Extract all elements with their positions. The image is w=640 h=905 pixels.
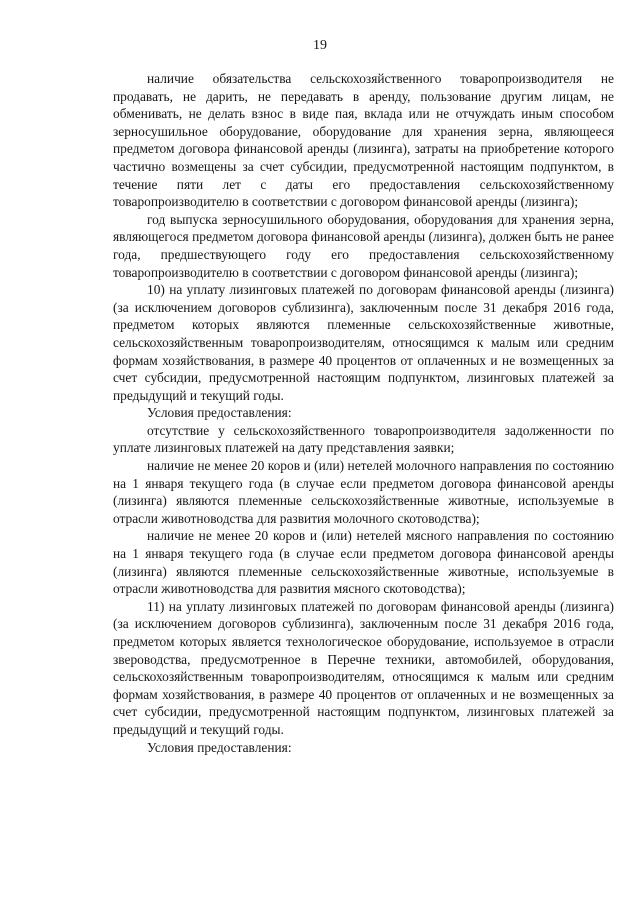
paragraph-dairy-cattle-condition: наличие не менее 20 коров и (или) нетелей молочного направления по состоянию на 1 января текущего года (в случае если предметом договора финансовой аренды (лизинга) являются племенные сельскохозяйственные животные, используемые в отрасли животноводства для развития молочного скотоводства);: [113, 458, 614, 526]
paragraph-item-10: 10) на уплату лизинговых платежей по договорам финансовой аренды (лизинга) (за исключением договоров сублизинга), заключенным после 31 декабря 2016 года, предметом которых являются племенные сельскохозяйственные животные, сельскохозяйственным товаропроизводителям, относящимся к малым или средним формам хозяйствования, в размере 40 процентов от оплаченных и не возмещенных за счет субсидии, предусмотренной настоящим подпунктом, лизинговых платежей за предыдущий и текущий годы.: [113, 282, 614, 403]
paragraph-conditions-heading: Условия предоставления:: [147, 405, 292, 421]
paragraph-obligation-not-to-sell: наличие обязательства сельскохозяйственного товаропроизводителя не продавать, не дарить, не передавать в аренду, пользование другим лицам, не обменивать, не делать взнос в виде пая, вклада или не отчуждать иным способом зерносушильное оборудование, оборудование для хранения зерна, являющееся предметом договора финансовой аренды (лизинга), затраты на приобретение которого частично возмещены за счет субсидии, предусмотренной настоящим подпунктом, в течение пяти лет с даты его предоставления сельскохозяйственному товаропроизводителю в соответствии с договором финансовой аренды (лизинга);: [113, 71, 614, 210]
page-number: 19: [313, 38, 327, 53]
paragraph-item-11: 11) на уплату лизинговых платежей по договорам финансовой аренды (лизинга) (за исключением договоров сублизинга), заключенным после 31 декабря 2016 года, предметом которых является технологическое оборудование, используемое в отрасли звероводства, предусмотренное в Перечне техники, автомобилей, оборудования, сельскохозяйственным товаропроизводителям, относящимся к малым или средним формам хозяйствования, в размере 40 процентов от оплаченных и не возмещенных за счет субсидии, предусмотренной настоящим подпунктом, лизинговых платежей за предыдущий и текущий годы.: [113, 598, 614, 737]
paragraph-beef-cattle-condition: наличие не менее 20 коров и (или) нетелей мясного направления по состоянию на 1 января текущего года (в случае если предметом договора финансовой аренды (лизинга) являются племенные сельскохозяйственные животные, используемые в отрасли животноводства для развития мясного скотоводства);: [113, 528, 614, 597]
paragraph-no-debt-condition: отсутствие у сельскохозяйственного товаропроизводителя задолженности по уплате лизинговых платежей на дату представления заявки;: [113, 422, 614, 456]
document-body: [113, 70, 614, 756]
paragraph-conditions-heading-2: Условия предоставления:: [147, 739, 292, 755]
paragraph-equipment-year: год выпуска зерносушильного оборудования, оборудования для хранения зерна, являющегося предметом договора финансовой аренды (лизинга), должен быть не ранее года, предшествующего году его предоставления сельскохозяйственному товаропроизводителю в соответствии с договором финансовой аренды (лизинга);: [113, 211, 614, 280]
